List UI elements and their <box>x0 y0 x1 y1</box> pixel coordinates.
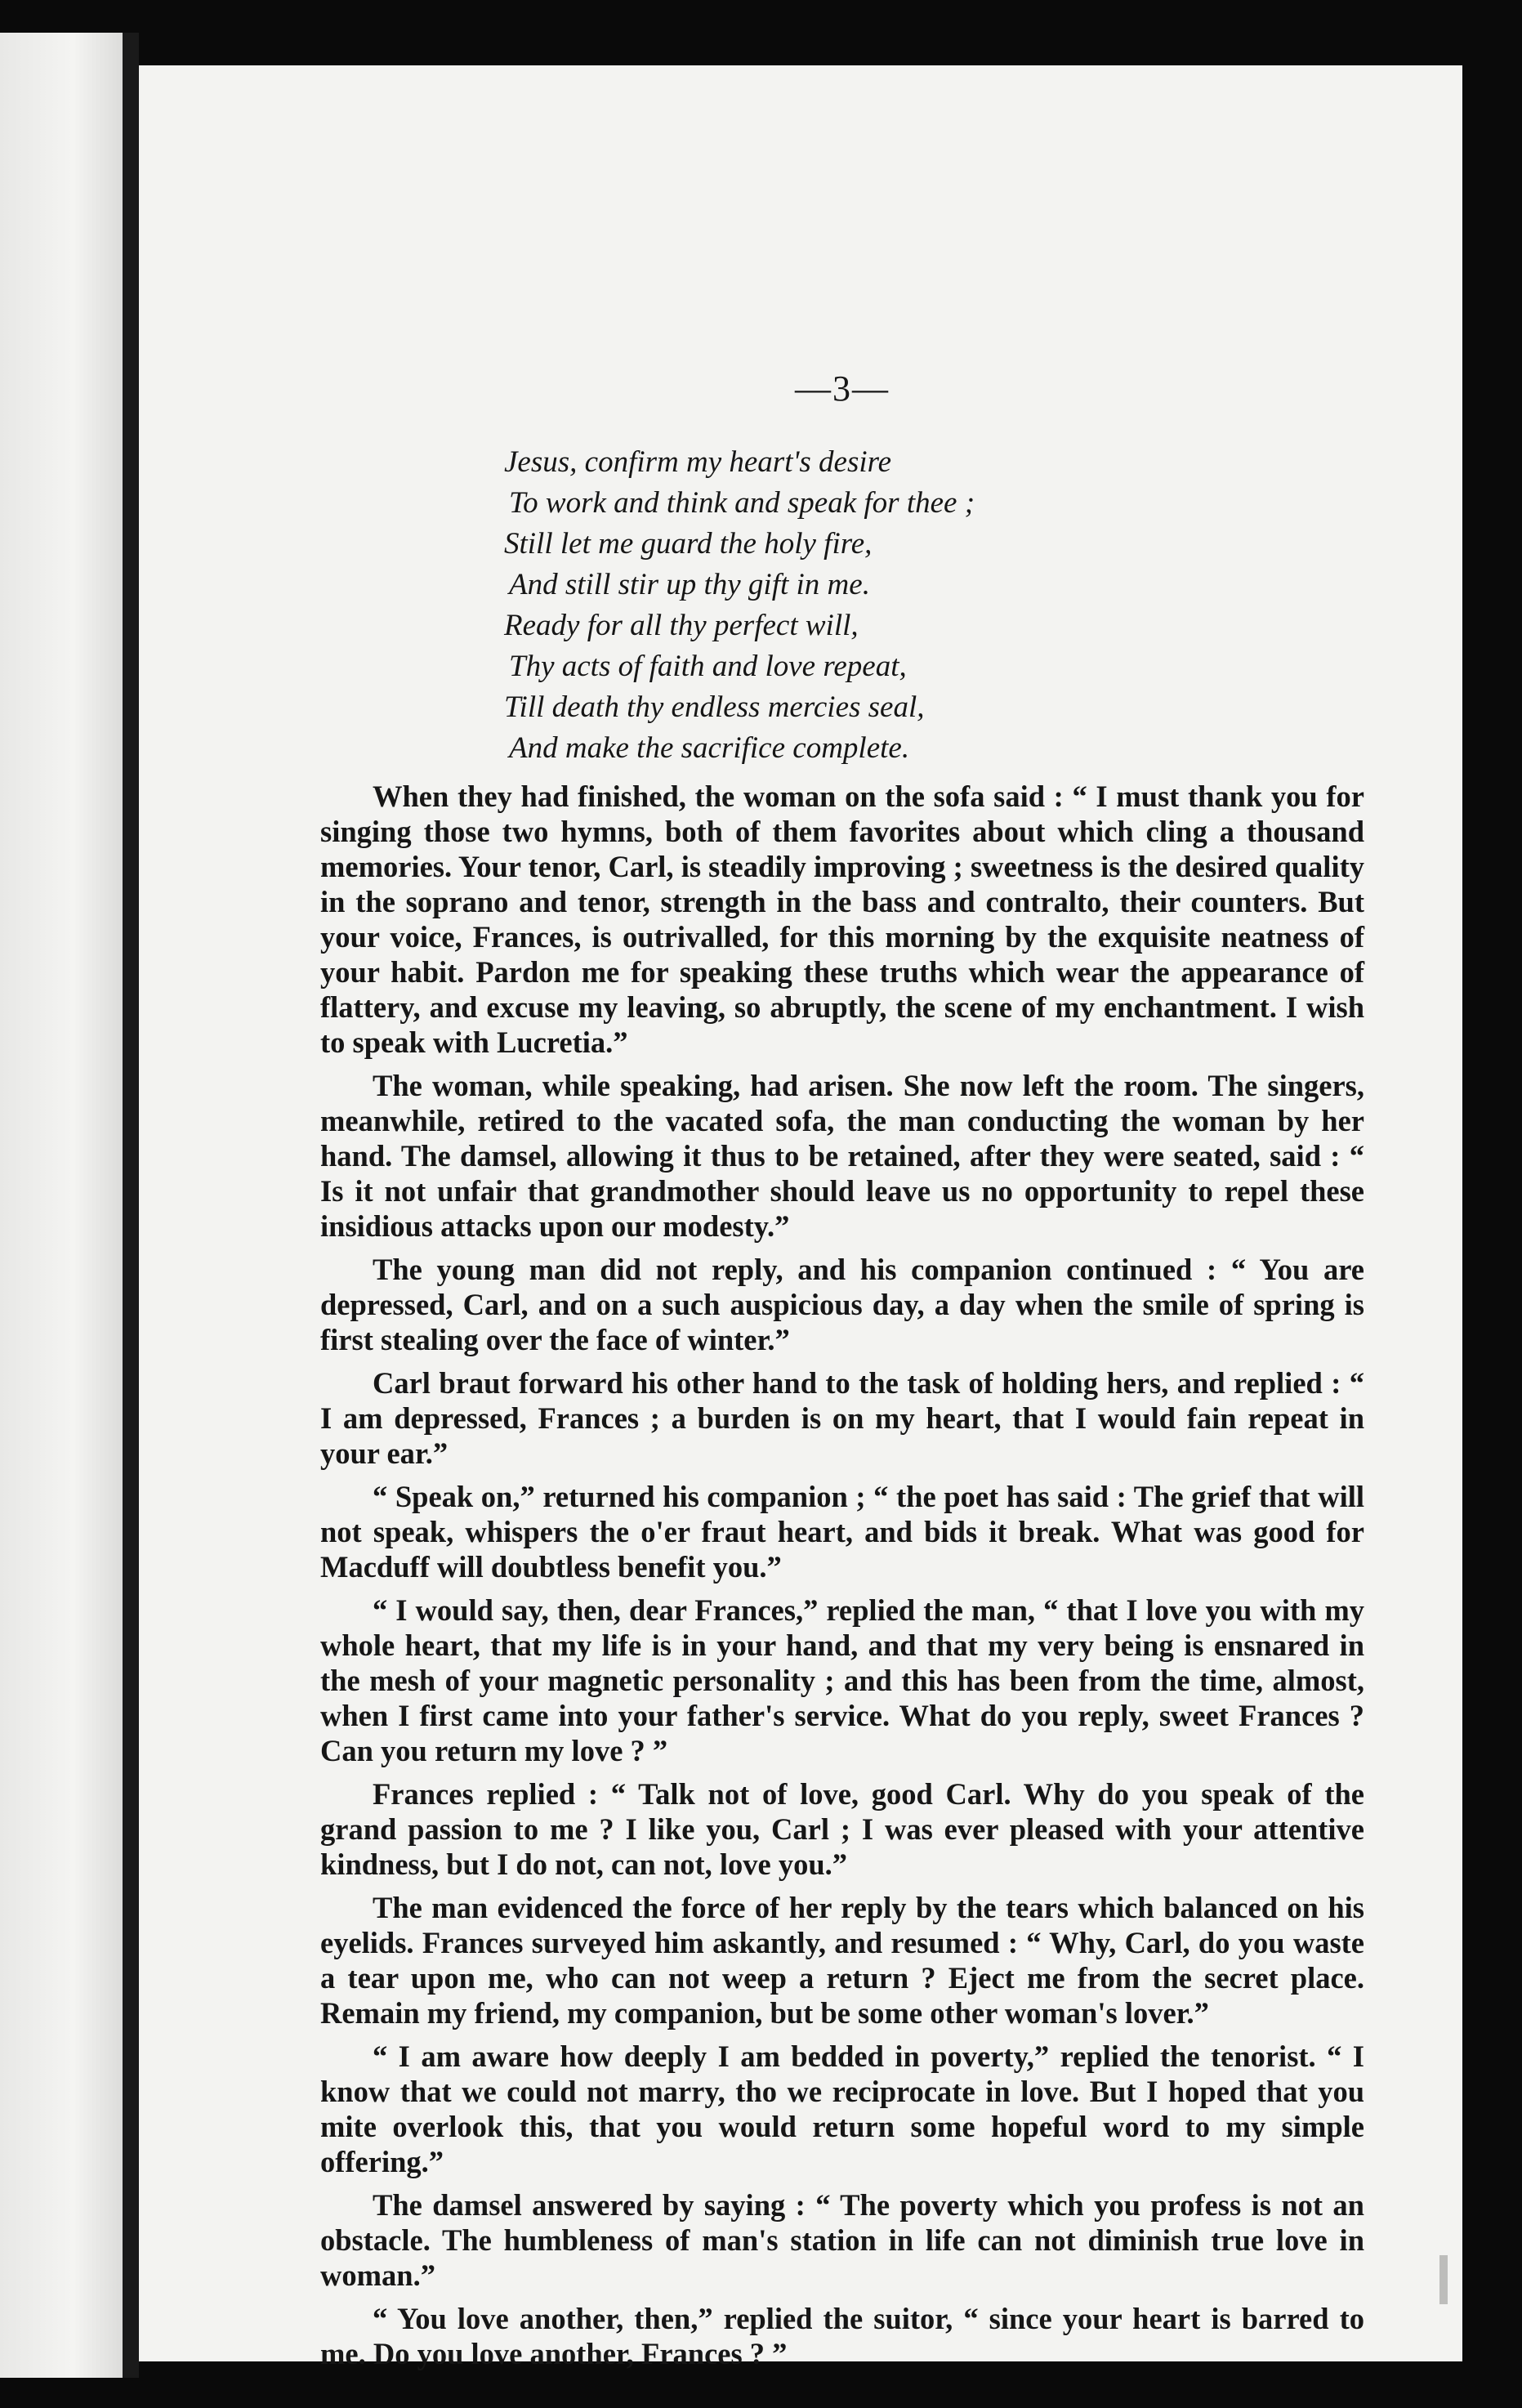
paragraph: The woman, while speaking, had arisen. She now left the room. The singers, meanwhile, retired to the vacated sofa, the man conducting the woman by her hand. The damsel, allowing it thus to be retained, after they were seated, said : “ Is it not unfair that grandmother should leave us no opportunity to repel these insidious attacks upon our modesty.” <box>320 1069 1364 1243</box>
poem-line: Still let me guard the holy fire, <box>504 527 873 561</box>
paragraph: The young man did not reply, and his companion continued : “ You are depressed, Carl, and on a such auspicious day, a day when the smile of spring is first stealing over the face of winter.” <box>320 1253 1364 1356</box>
poem-line: And still stir up thy gift in me. <box>509 568 870 601</box>
paragraph: “ You love another, then,” replied the suitor, “ since your heart is barred to me. Do you love another, Frances ? ” <box>320 2302 1364 2370</box>
poem-line: Till death thy endless mercies seal, <box>504 690 925 724</box>
prose-body <box>320 779 1364 2371</box>
paragraph: “ Speak on,” returned his companion ; “ the poet has said : The grief that will not speak, whispers the o'er fraut heart, and bids it break. What was good for Macduff will doubtless benefit you.” <box>320 1480 1364 1584</box>
hymn-stanza <box>504 442 1364 769</box>
poem-line: Thy acts of faith and love repeat, <box>509 650 907 683</box>
paragraph: Carl braut forward his other hand to the task of holding hers, and replied : “ I am depressed, Frances ; a burden is on my heart, that I would fain repeat in your ear.” <box>320 1366 1364 1470</box>
facing-page-edge <box>0 33 123 2378</box>
book-page <box>139 65 1462 2370</box>
poem-line: Jesus, confirm my heart's desire <box>504 445 892 479</box>
book-gutter <box>123 33 139 2378</box>
paragraph: Frances replied : “ Talk not of love, good Carl. Why do you speak of the grand passion to me ? I like you, Carl ; I was ever pleased with your attentive kindness, but I do not, can not, love you.” <box>320 1777 1364 1881</box>
paragraph: When they had finished, the woman on the sofa said : “ I must thank you for singing those two hymns, both of them favorites about which cling a thousand memories. Your tenor, Carl, is steadily improving ; sweetness is the desired quality in the soprano and tenor, strength in the bass and contralto, their counters. But your voice, Frances, is outrivalled, for this morning by the exquisite neatness of your habit. Pardon me for speaking these truths which wear the appearance of flattery, and excuse my leaving, so abruptly, the scene of my enchantment. I wish to speak with Lucretia.” <box>320 780 1364 1059</box>
paragraph: The damsel answered by saying : “ The poverty which you profess is not an obstacle. The humbleness of man's station in life can not diminish true love in woman.” <box>320 2188 1364 2292</box>
poem-line: Ready for all thy perfect will, <box>504 609 859 642</box>
paragraph: The man evidenced the force of her reply by the tears which balanced on his eyelids. Frances surveyed him askantly, and resumed : “ Why, Carl, do you waste a tear upon me, who can not weep a return ? Eject me from the secret place. Remain my friend, my companion, but be some other woman's lover.” <box>320 1891 1364 2030</box>
page-number: —3— <box>795 369 890 409</box>
paragraph: “ I would say, then, dear Frances,” replied the man, “ that I love you with my whole heart, that my life is in your hand, and that my very being is ensnared in the mesh of your magnetic personality ; and this has been from the time, almost, when I first came into your father's service. What do you reply, sweet Frances ? Can you return my love ? ” <box>320 1593 1364 1767</box>
poem-line: To work and think and speak for thee ; <box>509 486 975 520</box>
page-edge-mark <box>1439 2255 1448 2304</box>
paragraph: “ I am aware how deeply I am bedded in poverty,” replied the tenorist. “ I know that we could not marry, tho we reciprocate in love. But I hoped that you mite overlook this, that you would return some hopeful word to my simple offering.” <box>320 2039 1364 2178</box>
poem-line: And make the sacrifice complete. <box>509 731 910 765</box>
